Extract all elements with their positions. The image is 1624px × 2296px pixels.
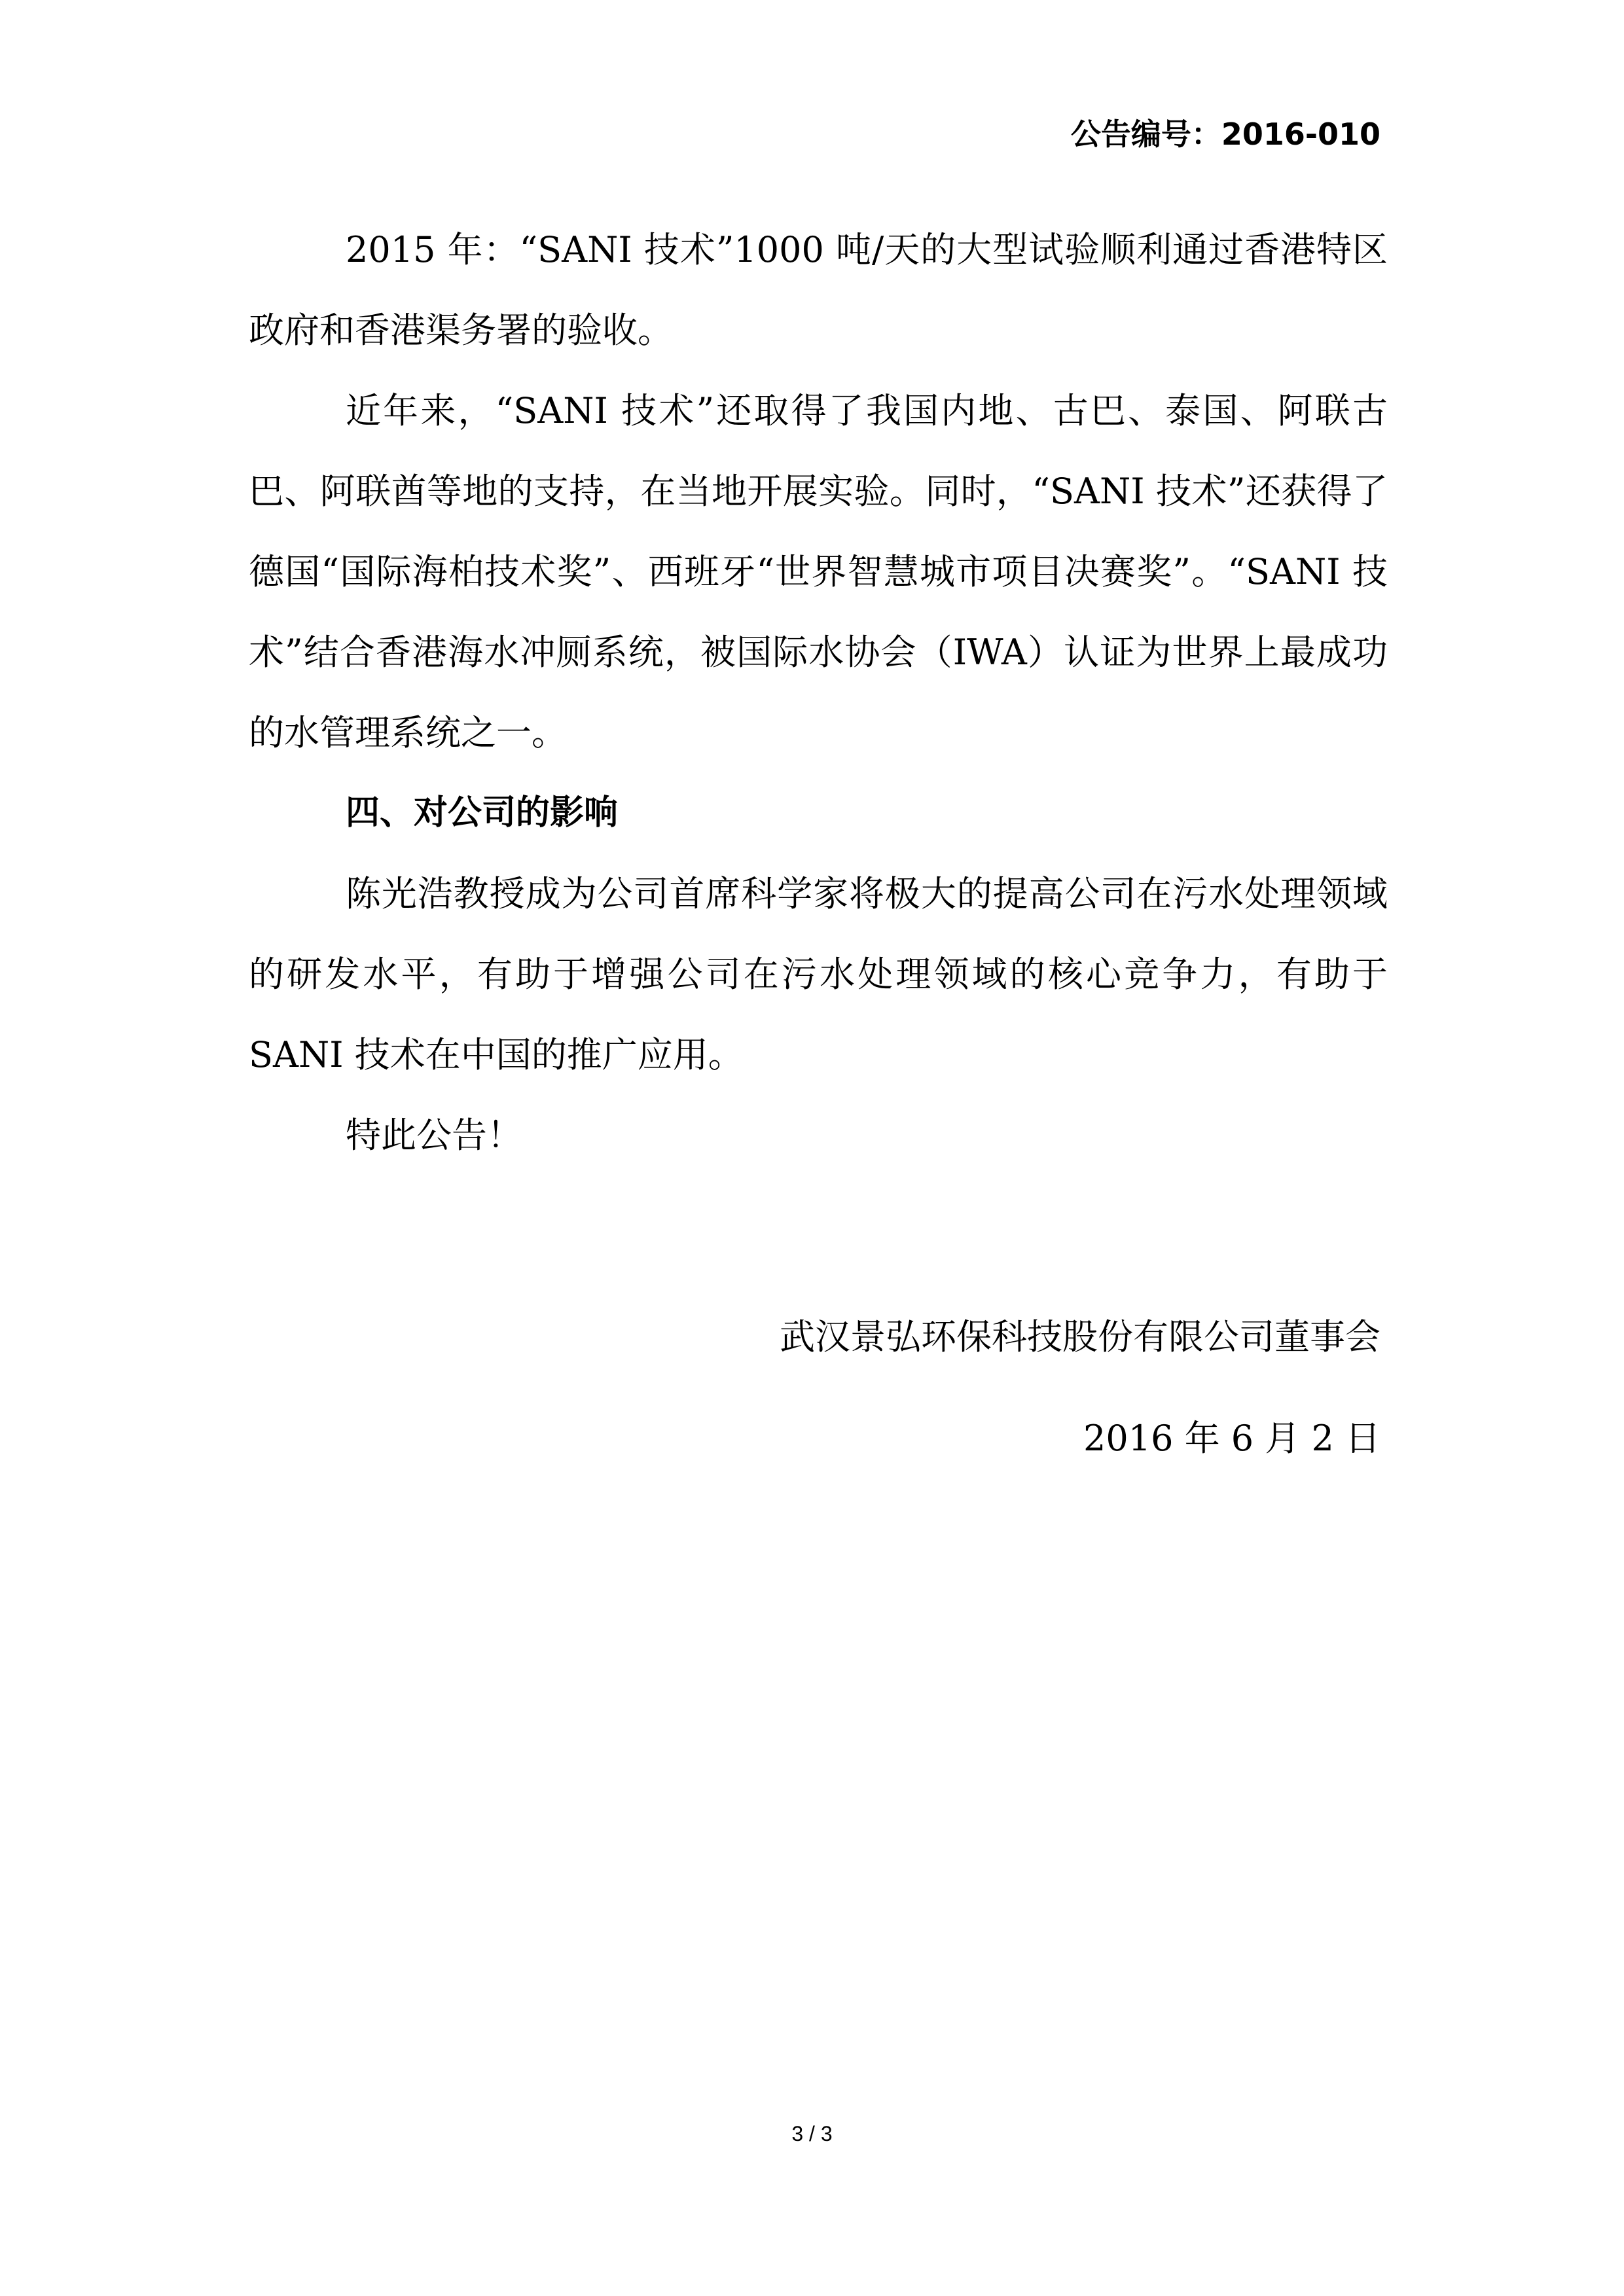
announcement-id: 公告编号：2016-010 xyxy=(1070,117,1380,152)
paragraph-impact: 陈光浩教授成为公司首席科学家将极大的提高公司在污水处理领域的研发水平，有助于增强公司在污水处理领域的核心竞争力，有助于 SANI 技术在中国的推广应用。 xyxy=(249,873,1399,1075)
page-number: 3 / 3 xyxy=(791,2122,833,2145)
signature-date: 2016 年 6 月 2 日 xyxy=(1083,1418,1380,1459)
signature-block xyxy=(780,1286,1380,1489)
paragraph-sani-recognition: 近年来，“SANI 技术”还取得了我国内地、古巴、泰国、阿联古巴、阿联酋等地的支持，在当地开展实验。同时，“SANI 技术”还获得了德国“国际海柏技术奖”、西班牙“世界智慧城市项目决赛奖”。“SANI 技术”结合香港海水冲厕系统，被国际水协会（IWA）认证为世界上最成功的水管理系统之一。 xyxy=(249,390,1388,753)
signature-company: 武汉景弘环保科技股份有限公司董事会 xyxy=(780,1316,1380,1357)
paragraph-sani-trial: 2015 年：“SANI 技术”1000 吨/天的大型试验顺利通过香港特区政府和香港渠务署的验收。 xyxy=(249,229,1388,351)
section-heading-impact: 四、对公司的影响 xyxy=(346,793,619,833)
closing-statement: 特此公告！ xyxy=(346,1115,522,1156)
document-body xyxy=(249,209,1399,1175)
